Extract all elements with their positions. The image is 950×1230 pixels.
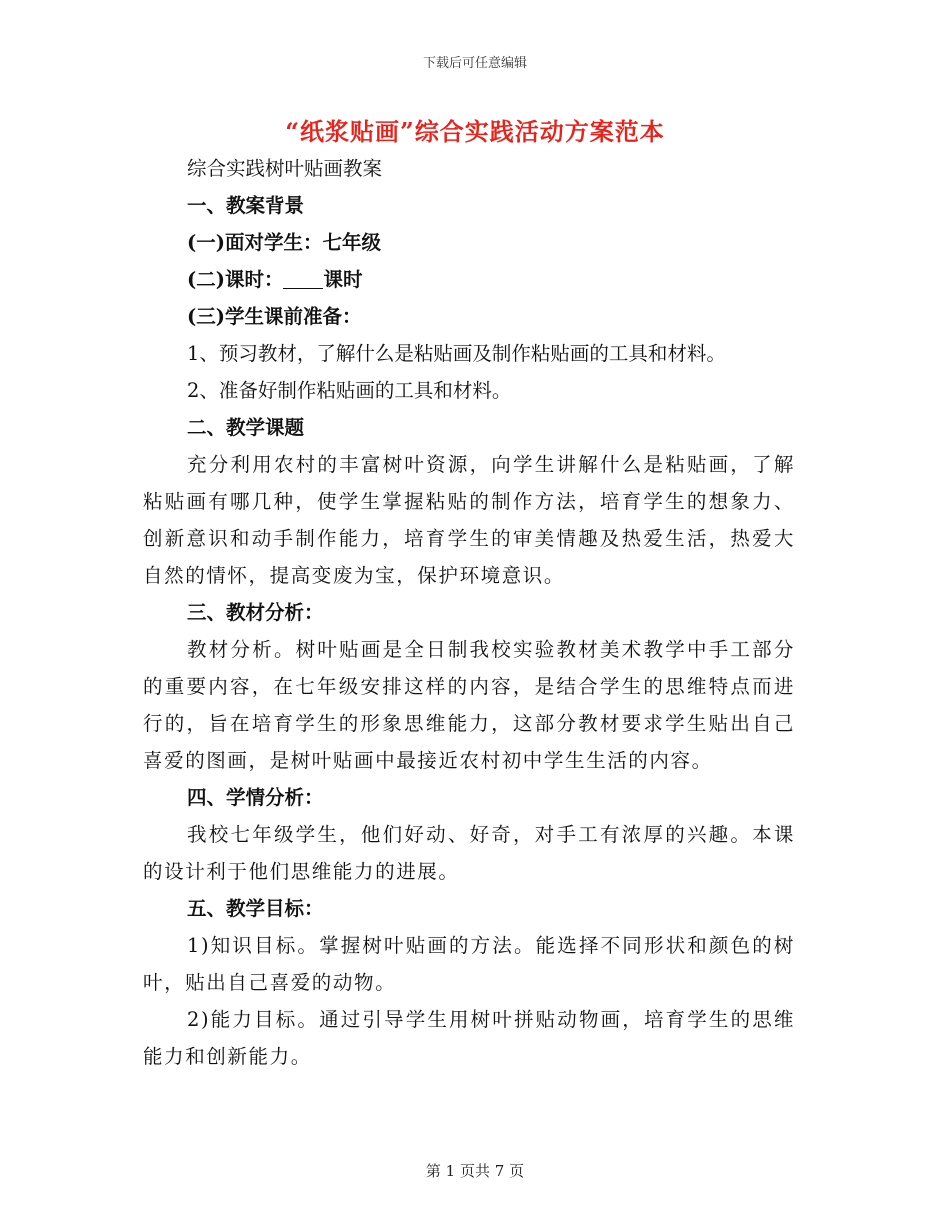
section-5-paragraph-2: 2)能力目标。通过引导学生用树叶拼贴动物画，培育学生的思维能力和创新能力。 bbox=[143, 1008, 795, 1068]
section-4-heading: 四、学情分析： bbox=[187, 786, 324, 809]
section-3-paragraph: 教材分析。树叶贴画是全日制我校实验教材美术教学中手工部分的重要内容，在七年级安排这样的内容，是结合学生的思维特点而进行的，旨在培育学生的形象思维能力，这部分教材要求学生贴出自己喜爱的图画，是树叶贴画中最接近农村初中学生生活的内容。 bbox=[143, 638, 795, 772]
section-5-heading: 五、教学目标： bbox=[187, 897, 324, 920]
page-number: 第 1 页共 7 页 bbox=[425, 1162, 525, 1180]
document-title: “纸浆贴画”综合实践活动方案范本 bbox=[285, 117, 665, 146]
header-note: 下载后可任意编辑 bbox=[422, 56, 527, 71]
section-2-heading: 二、教学课题 bbox=[187, 416, 305, 439]
section-3-heading: 三、教材分析： bbox=[187, 601, 324, 624]
section-1-item-2 bbox=[143, 261, 795, 298]
section-2-paragraph: 充分利用农村的丰富树叶资源，向学生讲解什么是粘贴画，了解粘贴画有哪几种，使学生掌握粘贴的制作方法，培育学生的想象力、创新意识和动手制作能力，培育学生的审美情趣及热爱生活，热爱大自然的情怀，提高变废为宝，保护环境意识。 bbox=[143, 453, 795, 587]
lesson-hours-blank bbox=[283, 268, 323, 289]
section-1-list-item-2: 2、准备好制作粘贴画的工具和材料。 bbox=[187, 379, 512, 402]
section-4-paragraph: 我校七年级学生，他们好动、好奇，对手工有浓厚的兴趣。本课的设计利于他们思维能力的进展。 bbox=[143, 823, 795, 883]
section-1-list-item-1: 1、预习教材，了解什么是粘贴画及制作粘贴画的工具和材料。 bbox=[187, 342, 726, 365]
document-subtitle: 综合实践树叶贴画教案 bbox=[187, 157, 383, 180]
section-1-heading: 一、教案背景 bbox=[187, 194, 305, 217]
section-1-item-3: (三)学生课前准备： bbox=[187, 305, 362, 328]
section-5-paragraph-1: 1)知识目标。掌握树叶贴画的方法。能选择不同形状和颜色的树叶，贴出自己喜爱的动物。 bbox=[143, 934, 795, 994]
section-1-item-1: (一)面对学生：七年级 bbox=[187, 231, 381, 254]
lesson-hours-label: (二)课时： bbox=[187, 268, 284, 291]
document-body bbox=[143, 150, 795, 1075]
lesson-hours-unit: 课时 bbox=[323, 268, 363, 291]
